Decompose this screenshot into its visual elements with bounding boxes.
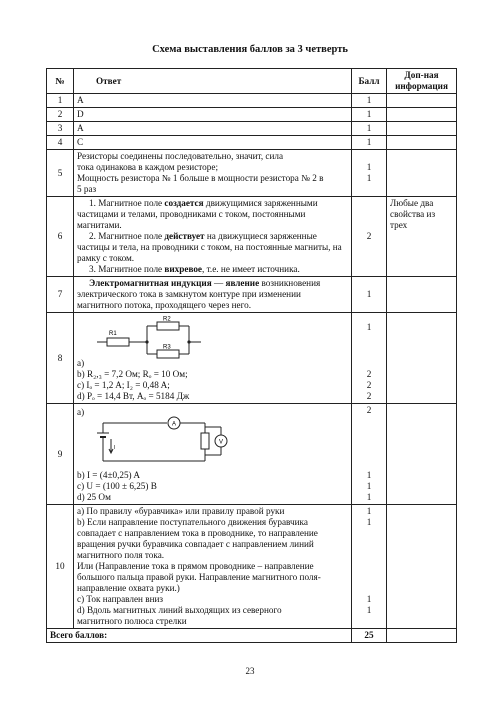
part-c: c) Iₒ = 1,2 A; I₂ = 0,48 A; bbox=[77, 380, 170, 390]
row-score: 1 bbox=[352, 136, 387, 150]
row-extra-note: Любые два свойства из трех bbox=[387, 197, 457, 277]
part-d: d) Вдоль магнитных линий выходящих из северного bbox=[77, 605, 282, 615]
part-d: магнитного полюса стрелки bbox=[77, 616, 187, 626]
scoring-table bbox=[46, 68, 457, 643]
part-c: c) U = (100 ± 6,25) В bbox=[77, 481, 157, 491]
row-extra bbox=[387, 94, 457, 108]
voltmeter-label: V bbox=[219, 439, 224, 446]
property-2-cont: частицы и тела, на проводники с током, на постоянные магниты, на рамку с током. bbox=[77, 242, 342, 263]
row-score: 1 bbox=[352, 108, 387, 122]
table-row bbox=[47, 404, 457, 505]
row-answer bbox=[74, 505, 352, 629]
row-answer bbox=[74, 277, 352, 313]
row-number: 1 bbox=[47, 94, 74, 108]
score-value: 1 bbox=[366, 470, 372, 480]
answer-line: Резисторы соединены последовательно, значит, сила bbox=[77, 151, 284, 161]
score-value: 1 bbox=[366, 322, 372, 332]
row-answer: A bbox=[74, 122, 352, 136]
table-row bbox=[47, 150, 457, 197]
table-row bbox=[47, 505, 457, 629]
part-b: магнитного поля тока. bbox=[77, 550, 165, 560]
answer-line: Мощность резистора № 1 больше в мощности резистора № 2 в bbox=[77, 173, 324, 183]
row-score: 1 bbox=[352, 277, 387, 313]
circuit-diagram-meters bbox=[77, 405, 348, 503]
part-b: совпадает с направлением тока в проводнике, то направление bbox=[77, 528, 318, 538]
row-number: 8 bbox=[47, 313, 74, 404]
row-answer bbox=[74, 197, 352, 277]
header-num: № bbox=[47, 69, 74, 94]
part-d: d) 25 Ом bbox=[77, 492, 111, 502]
row-extra bbox=[387, 277, 457, 313]
part-a: a) По правилу «буравчика» или правилу правой руки bbox=[77, 506, 285, 516]
property-1-cont: частицами и телами, проводниками с током, постоянными магнитами. bbox=[77, 209, 306, 230]
row-score: 2 bbox=[352, 197, 387, 277]
header-extra: Доп-ная информация bbox=[387, 69, 457, 94]
row-extra bbox=[387, 404, 457, 505]
part-b: b) R₂,₃ = 7,2 Ом; Rₒ = 10 Ом; bbox=[77, 369, 188, 379]
ammeter-label: A bbox=[172, 421, 177, 428]
row-score: 1 bbox=[352, 122, 387, 136]
r3-label: R3 bbox=[163, 344, 171, 351]
row-extra bbox=[387, 505, 457, 629]
row-answer bbox=[74, 313, 352, 404]
score-value: 2 bbox=[366, 405, 372, 415]
row-score bbox=[352, 404, 387, 505]
total-row bbox=[47, 629, 457, 643]
part-b: b) I = (4±0,25) A bbox=[77, 470, 141, 480]
score-value: 1 bbox=[366, 481, 372, 491]
row-number: 3 bbox=[47, 122, 74, 136]
table-header-row bbox=[47, 69, 457, 94]
table-row bbox=[47, 108, 457, 122]
score-value: 2 bbox=[366, 369, 372, 379]
header-score: Балл bbox=[352, 69, 387, 94]
row-extra bbox=[387, 122, 457, 136]
answer-line: 5 раз bbox=[77, 184, 97, 194]
row-answer bbox=[74, 404, 352, 505]
table-row bbox=[47, 122, 457, 136]
part-a: a) bbox=[77, 358, 85, 368]
resistor-circuit bbox=[95, 316, 205, 366]
row-number: 7 bbox=[47, 277, 74, 313]
row-number: 4 bbox=[47, 136, 74, 150]
row-number: 10 bbox=[47, 505, 74, 629]
part-d: d) Pₒ = 14,4 Вт, Aₒ = 5184 Дж bbox=[77, 391, 190, 401]
definition-line: электрического тока в замкнутом контуре при изменении bbox=[77, 289, 301, 299]
part-b: b) Если направление поступательного движения буравчика bbox=[77, 517, 308, 527]
table-row bbox=[47, 197, 457, 277]
row-number: 9 bbox=[47, 404, 74, 505]
definition-line: Электромагнитная индукция — явление возникновения bbox=[89, 278, 321, 288]
part-a: a) bbox=[77, 407, 85, 417]
current-label: I bbox=[114, 445, 116, 451]
score-value: 1 bbox=[366, 173, 372, 183]
score-value: 1 bbox=[366, 492, 372, 502]
score-value: 1 bbox=[366, 506, 372, 516]
table-row bbox=[47, 136, 457, 150]
answer-line: тока одинакова в каждом резисторе; bbox=[77, 162, 218, 172]
part-b-alt: Или (Направление тока в прямом проводнике – направление bbox=[77, 561, 314, 571]
part-b-alt: большого пальца правой руки. Направление магнитного поля- bbox=[77, 572, 321, 582]
part-c: c) Ток направлен вниз bbox=[77, 594, 164, 604]
property-1: 1. Магнитное поле создается движущимися заряженными bbox=[89, 198, 318, 208]
row-answer: C bbox=[74, 136, 352, 150]
meter-circuit bbox=[97, 409, 237, 467]
row-score bbox=[352, 313, 387, 404]
definition-line: магнитного потока, проходящего через него. bbox=[77, 300, 252, 310]
row-score bbox=[352, 150, 387, 197]
r1-label: R1 bbox=[109, 331, 117, 337]
row-score bbox=[352, 505, 387, 629]
row-extra bbox=[387, 629, 457, 643]
table-row bbox=[47, 94, 457, 108]
total-label: Всего баллов: bbox=[47, 629, 352, 643]
circuit-diagram-parallel bbox=[77, 314, 348, 402]
score-value: 2 bbox=[366, 391, 372, 401]
row-answer: A bbox=[74, 94, 352, 108]
score-value: 1 bbox=[366, 162, 372, 172]
score-value: 2 bbox=[366, 380, 372, 390]
row-number: 6 bbox=[47, 197, 74, 277]
total-value: 25 bbox=[352, 629, 387, 643]
row-number: 2 bbox=[47, 108, 74, 122]
score-value: 1 bbox=[366, 517, 372, 527]
part-b: вращения ручки буравчика совпадает с направлением линий bbox=[77, 539, 314, 549]
r2-label: R2 bbox=[163, 316, 171, 323]
row-answer: D bbox=[74, 108, 352, 122]
header-answer: Ответ bbox=[74, 69, 352, 94]
part-b-alt: направление охвата руки.) bbox=[77, 583, 180, 593]
row-extra bbox=[387, 150, 457, 197]
page-number: 23 bbox=[245, 666, 255, 676]
page-title: Схема выставления баллов за 3 четверть bbox=[152, 44, 348, 55]
row-score: 1 bbox=[352, 94, 387, 108]
row-extra bbox=[387, 108, 457, 122]
row-extra bbox=[387, 136, 457, 150]
property-3: 3. Магнитное поле вихревое, т.е. не имеет источника. bbox=[89, 264, 300, 274]
row-answer bbox=[74, 150, 352, 197]
score-value: 1 bbox=[366, 605, 372, 615]
table-row bbox=[47, 313, 457, 404]
row-number: 5 bbox=[47, 150, 74, 197]
table-row bbox=[47, 277, 457, 313]
property-2: 2. Магнитное поле действует на движущиеся заряженные bbox=[89, 231, 317, 241]
row-extra bbox=[387, 313, 457, 404]
score-value: 1 bbox=[366, 594, 372, 604]
